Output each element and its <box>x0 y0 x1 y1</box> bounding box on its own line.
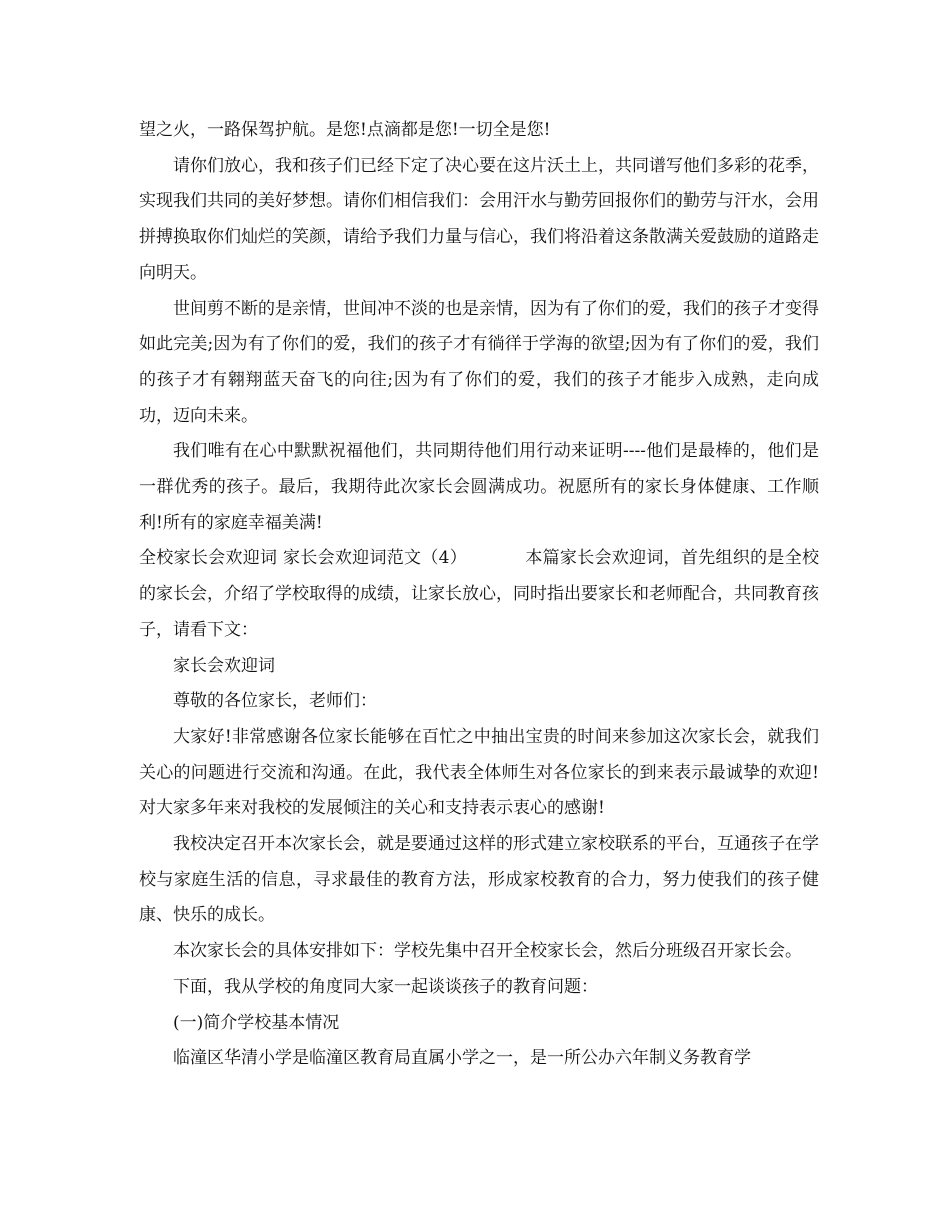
paragraph-2: 请你们放心，我和孩子们已经下定了决心要在这片沃土上，共同谱写他们多彩的花季，实现我们共同的美好梦想。请你们相信我们：会用汗水与勤劳回报你们的勤劳与汗水，会用拼搏换取你们灿烂的笑颜，请给予我们力量与信心，我们将沿着这条散满关爱鼓励的道路走向明天。 <box>139 155 819 283</box>
paragraph-3: 世间剪不断的是亲情，世间冲不淡的也是亲情，因为有了你们的爱，我们的孩子才变得如此完美;因为有了你们的爱，我们的孩子才有徜徉于学海的欲望;因为有了你们的爱，我们的孩子才有翱翔蓝天奋飞的向往;因为有了你们的爱，我们的孩子才能步入成熟，走向成功，迈向未来。 <box>139 298 819 426</box>
article-title: 全校家长会欢迎词 家长会欢迎词范文（4） <box>139 548 468 569</box>
paragraph-5 <box>139 541 819 648</box>
paragraph-4: 我们唯有在心中默默祝福他们，共同期待他们用行动来证明----他们是最棒的，他们是一群优秀的孩子。最后，我期待此次家长会圆满成功。祝愿所有的家长身体健康、工作顺利!所有的家庭幸福美满! <box>139 441 819 533</box>
paragraph-10: 本次家长会的具体安排如下：学校先集中召开全校家长会，然后分班级召开家长会。 <box>173 941 802 962</box>
paragraph-1: 望之火，一路保驾护航。是您!点滴都是您!一切全是您! <box>139 120 551 140</box>
paragraph-9: 我校决定召开本次家长会，就是要通过这样的形式建立家校联系的平台，互通孩子在学校与家庭生活的信息，寻求最佳的教育方法，形成家校教育的合力，努力使我们的孩子健康、快乐的成长。 <box>139 834 819 926</box>
document-body <box>139 113 819 1077</box>
paragraph-13: 临潼区华清小学是临潼区教育局直属小学之一，是一所公办六年制义务教育学 <box>173 1048 751 1069</box>
paragraph-11: 下面，我从学校的角度同大家一起谈谈孩子的教育问题： <box>173 976 598 997</box>
speech-title: 家长会欢迎词 <box>173 655 275 676</box>
paragraph-8: 大家好!非常感谢各位家长能够在百忙之中抽出宝贵的时间来参加这次家长会，就我们关心的问题进行交流和沟通。在此，我代表全体师生对各位家长的到来表示最诚挚的欢迎!对大家多年来对我校的发展倾注的关心和支持表示衷心的感谢! <box>139 726 819 819</box>
section-heading-1: (一)简介学校基本情况 <box>173 1012 340 1033</box>
salutation: 尊敬的各位家长，老师们： <box>173 691 377 712</box>
article-intro: 本篇家长会欢迎词，首先组织的是全校的家长会，介绍了学校取得的成绩，让家长放心，同时指出要家长和老师配合，共同教育孩子，请看下文： <box>139 548 819 640</box>
